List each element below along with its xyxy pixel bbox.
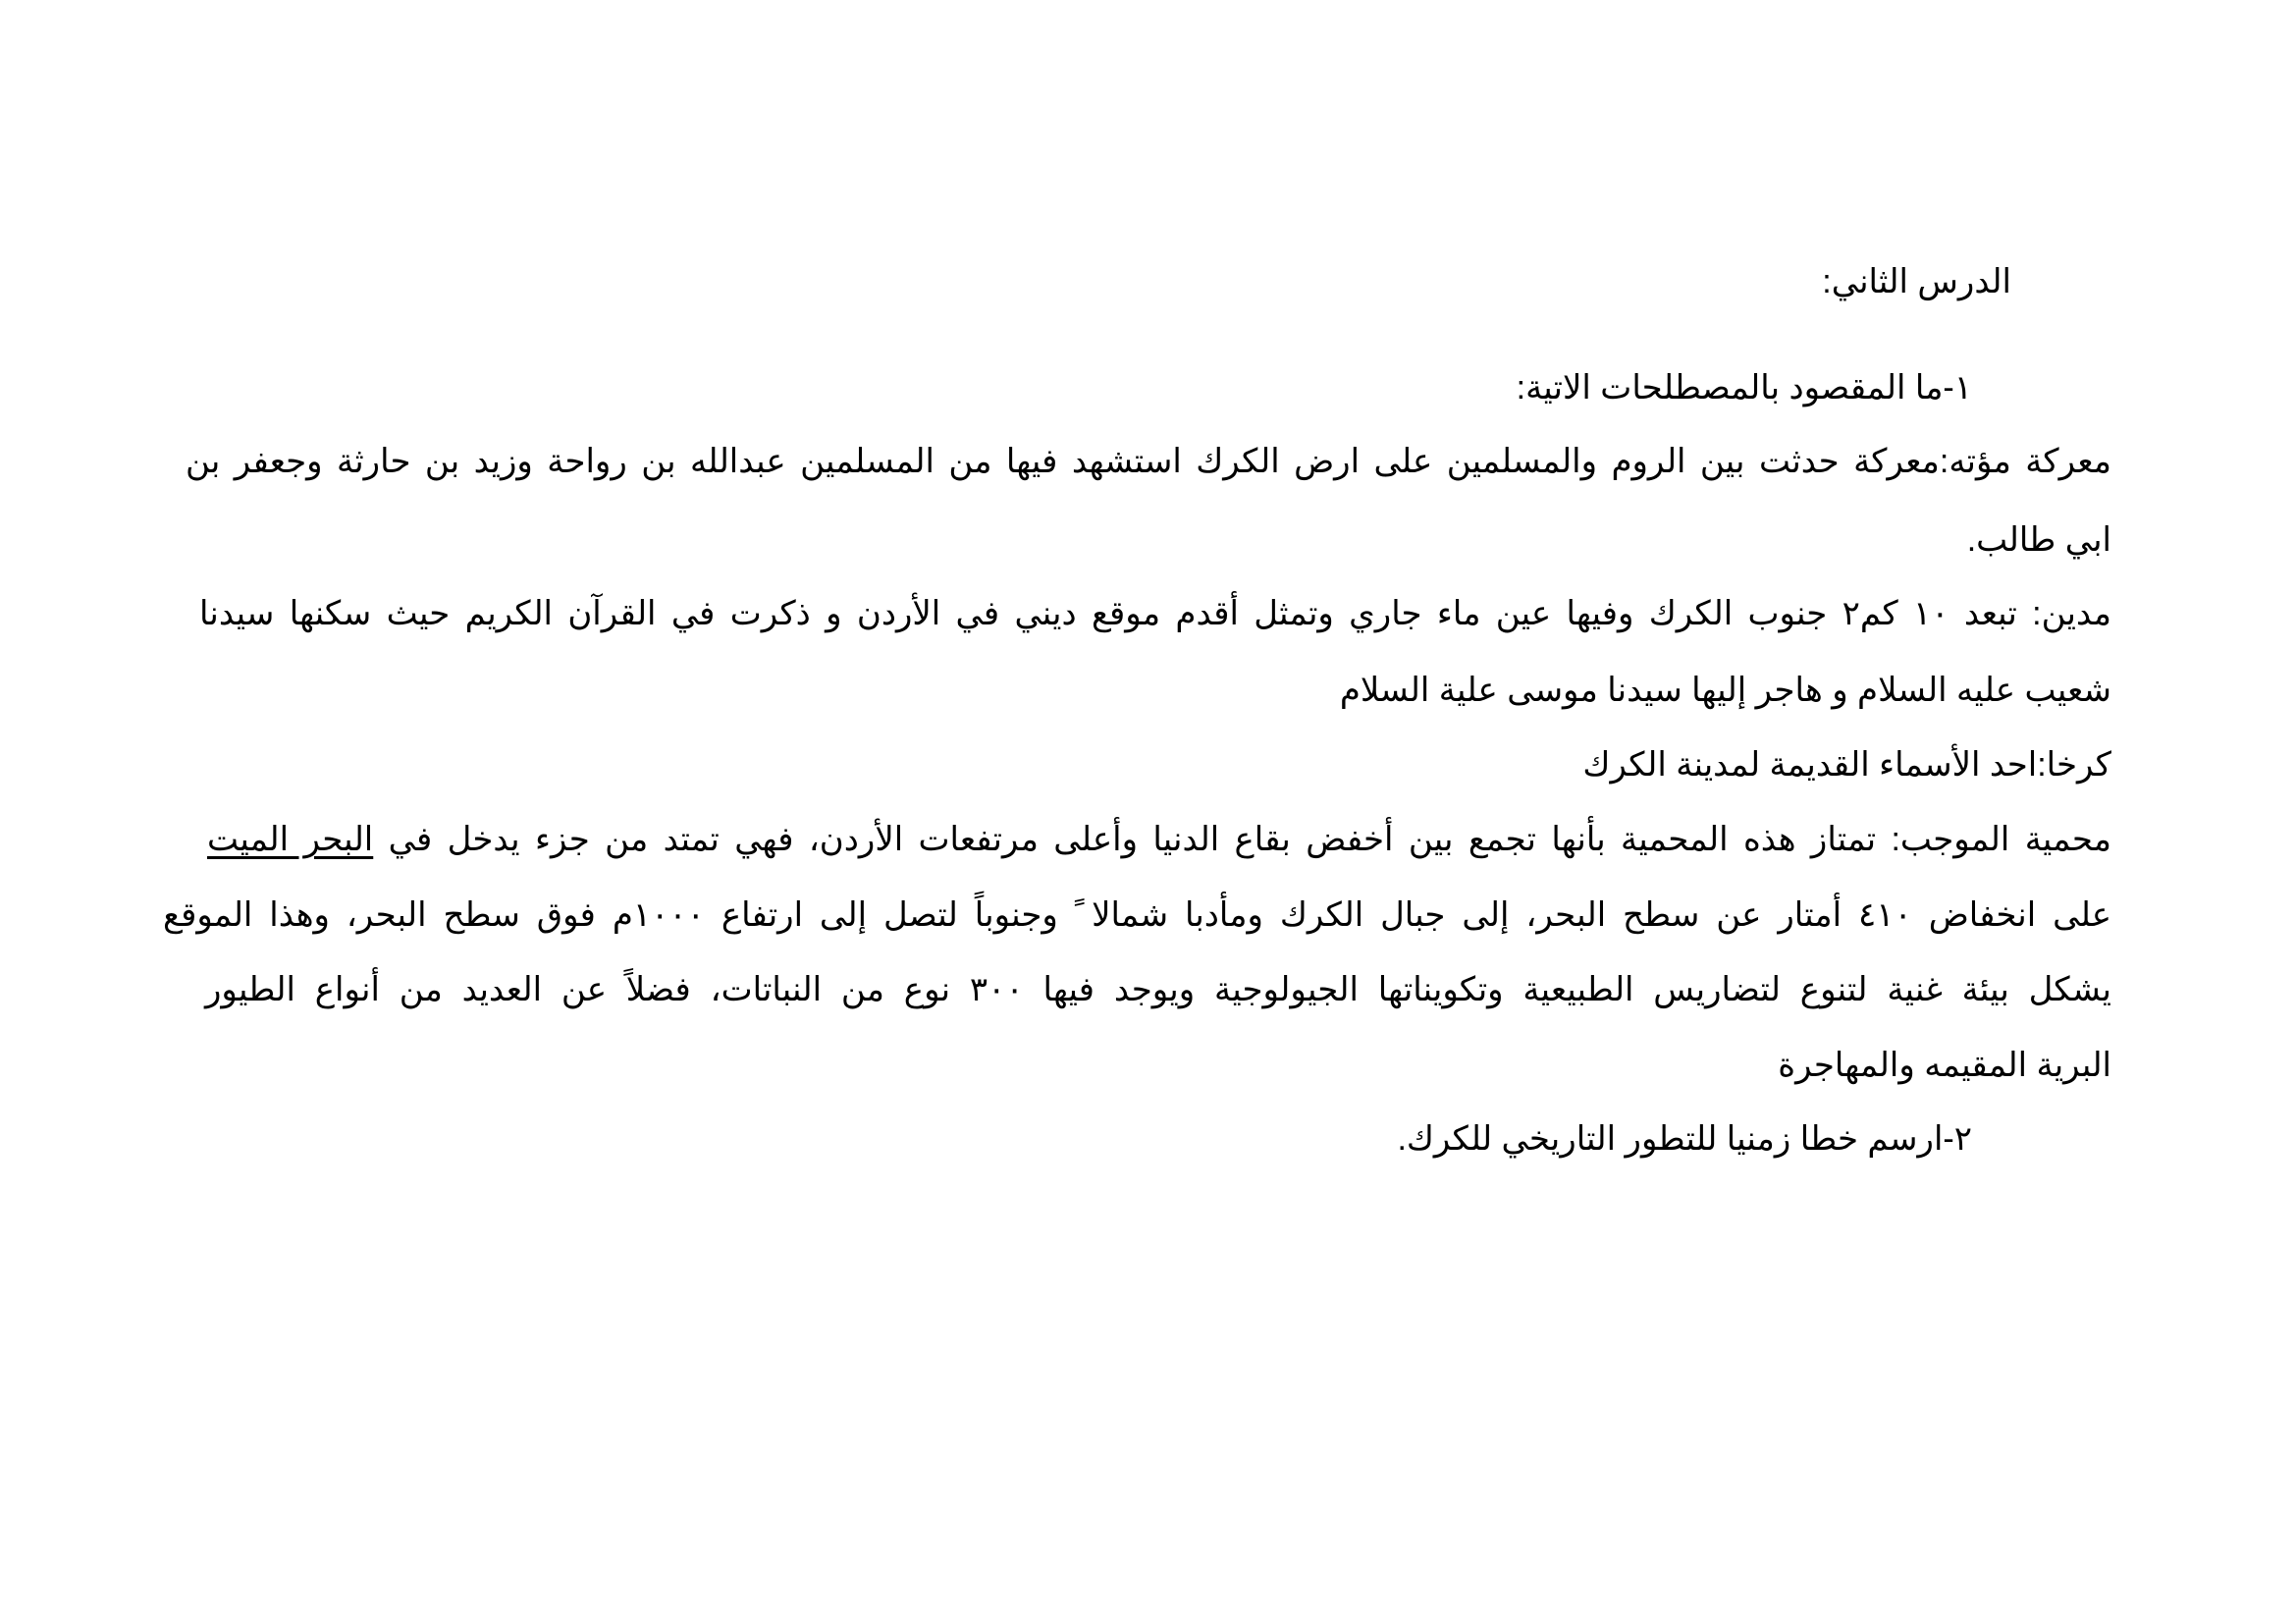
term-madyan-line-1: مدين: تبعد ١٠ كم٢ جنوب الكرك وفيها عين ماء جاري وتمثل أقدم موقع ديني في الأردن و ذكرت في القرآن الكريم حيث سكنها سيدنا [199,595,2112,632]
question-1: ١-ما المقصود بالمصطلحات الاتية: [1516,369,1972,406]
term-mujib-line-4: البرية المقيمه والمهاجرة [1778,1047,2111,1084]
question-2: ٢-ارسم خطا زمنيا للتطور التاريخي للكرك. [1397,1120,1972,1158]
term-madyan-line-2: شعيب عليه السلام و هاجر إليها سيدنا موسى علية السلام [1339,672,2111,709]
term-mujib-text: محمية الموجب: تمتاز هذه المحمية بأنها تجمع بين أخفض بقاع الدنيا وأعلى مرتفعات الأردن، فهي تمتد من جزء يدخل في [373,821,2111,858]
term-mutah-line-1: معركة مؤته:معركة حدثت بين الروم والمسلمين على ارض الكرك استشهد فيها من المسلمين عبدالله بن رواحة وزيد بن حارثة وجعفر بن [186,443,2111,480]
term-mutah-line-2: ابي طالب. [1966,521,2111,559]
term-karkha: كرخا:احد الأسماء القديمة لمدينة الكرك [1582,746,2111,784]
term-mujib-line-3: يشكل بيئة غنية لتنوع لتضاريس الطبيعية وتكويناتها الجيولوجية ويوجد فيها ٣٠٠ نوع من النباتات، فضلاً عن العديد من أنواع الطيور [205,971,2111,1008]
term-mujib-line-1 [207,815,2111,864]
lesson-title: الدرس الثاني: [1822,263,2011,300]
dead-sea-link[interactable]: البحر الميت [207,821,374,858]
term-mujib-line-2: على انخفاض ٤١٠ أمتار عن سطح البحر، إلى جبال الكرك ومأدبا شمالا ً وجنوباً لتصل إلى ارتفاع ١٠٠٠م فوق سطح البحر، وهذا الموقع [163,896,2112,934]
